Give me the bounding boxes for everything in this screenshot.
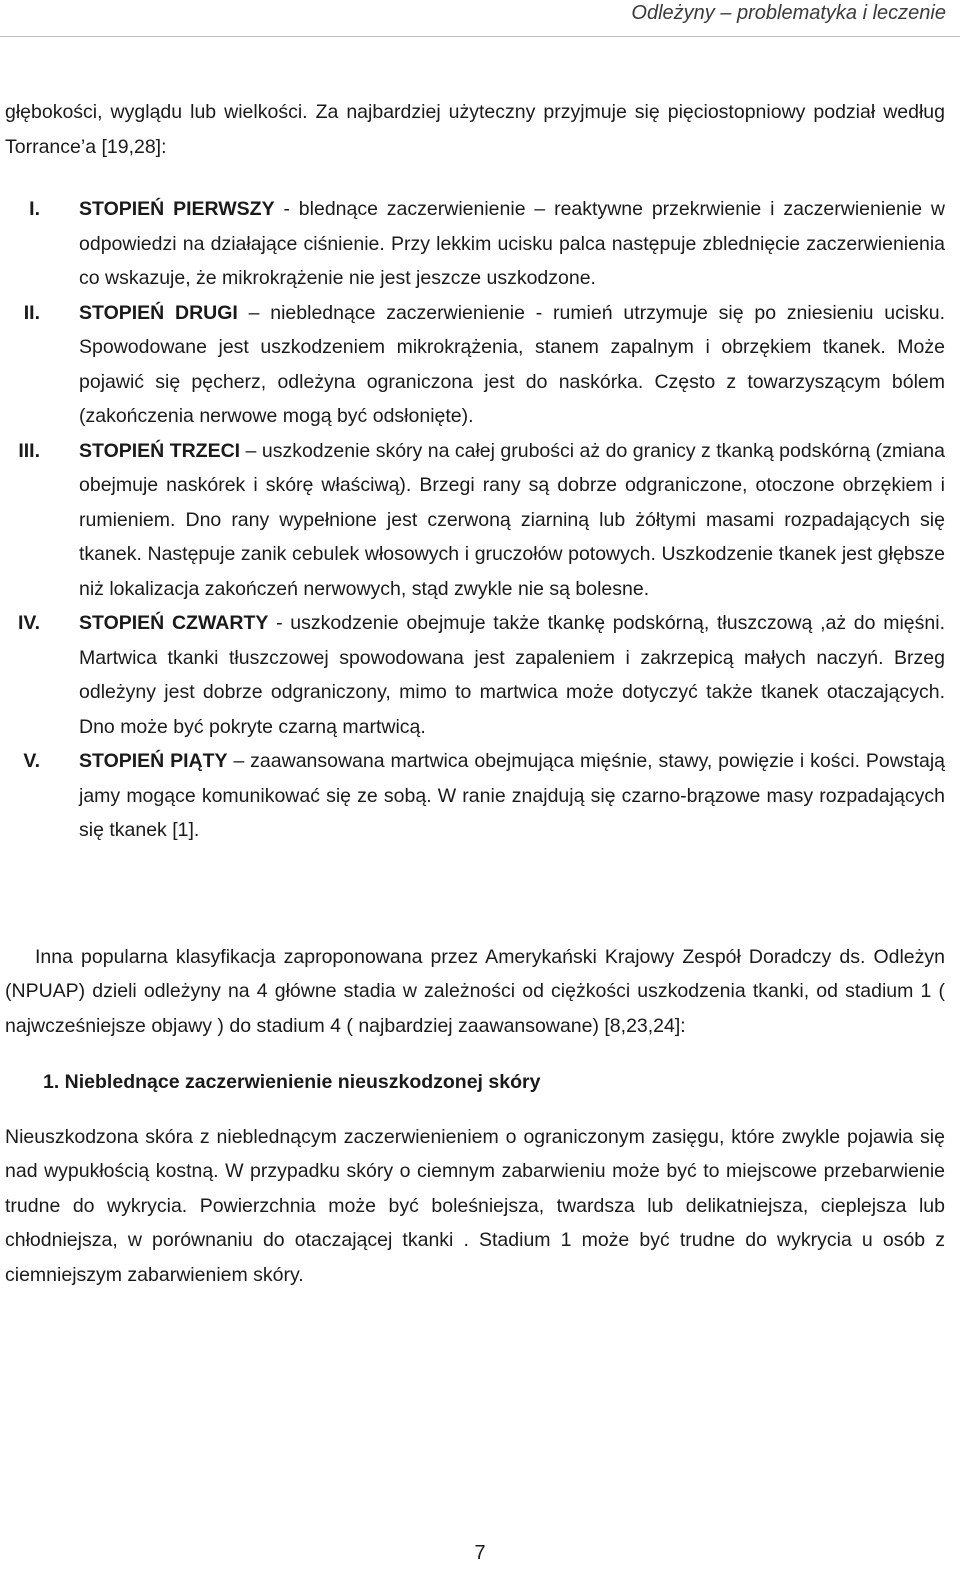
stage-item (5, 606, 945, 744)
stage-name: STOPIEŃ PIĄTY (79, 750, 228, 772)
stage-name: STOPIEŃ PIERWSZY (79, 198, 275, 220)
stage-number: V. (23, 750, 40, 772)
stage-name: STOPIEŃ TRZECI (79, 439, 241, 462)
page-header (0, 0, 960, 37)
stage-description: - uszkodzenie obejmuje także tkankę podskórną, tłuszczową ,aż do mięśni. Martwica tkanki tłuszczowej spowodowana jest zapaleniem i zakrzepicą małych naczyń. Brzeg odleżyny jest dobrze odgraniczony, mimo to martwica może dotyczyć także tkanek otaczających. Dno może być pokryte czarną martwicą. (79, 612, 945, 738)
stage-description: - blednące zaczerwienienie – reaktywne przekrwienie i zaczerwienienie w odpowiedzi na działające ciśnienie. Przy lekkim ucisku palca następuje zblednięcie zaczerwienienia co wskazuje, że mikrokrążenie nie jest jeszcze uszkodzone. (79, 198, 945, 289)
spacer (5, 848, 945, 940)
page-content (5, 95, 945, 1292)
intro-paragraph: głębokości, wyglądu lub wielkości. Za najbardziej użyteczny przyjmuje się pięciostopniowy podział według Torrance’a [19,28]: (5, 101, 945, 158)
stage-description: – nieblednące zaczerwienienie - rumień utrzymuje się po zniesieniu ucisku. Spowodowane jest uszkodzeniem mikrokrążenia, stanem zapalnym i obrzękiem tkanek. Może pojawić się pęcherz, odleżyna ograniczona jest do naskórka. Często z towarzyszącym bólem (zakończenia nerwowe mogą być odsłonięte). (79, 301, 945, 427)
stage-number: I. (29, 198, 40, 220)
stage-number: II. (23, 301, 40, 324)
running-title: Odleżyny – problematyka i leczenie (631, 2, 946, 24)
stage-item (5, 744, 945, 848)
stage-number: III. (18, 439, 40, 462)
stage-item (5, 434, 945, 607)
stage-name: STOPIEŃ DRUGI (79, 301, 238, 324)
stage1-paragraph: Nieuszkodzona skóra z nieblednącym zaczerwienieniem o ograniczonym zasięgu, które zwykle pojawia się nad wypukłością kostną. W przypadku skóry o ciemnym zabarwieniu może być to miejscowe przebarwienie trudne do wykrycia. Powierzchnia może być boleśniejsza, twardsza lub delikatniejsza, cieplejsza lub chłodniejsza, w porównaniu do otaczającej tkanki . Stadium 1 może być trudne do wykrycia u osób z ciemniejszym zabarwieniem skóry. (5, 1125, 945, 1286)
stage-number: IV. (17, 612, 40, 634)
torrance-stage-list (5, 192, 945, 848)
stage-item (5, 296, 945, 434)
stage-description: – zaawansowana martwica obejmująca mięśnie, stawy, powięzie i kości. Powstają jamy mogące komunikować się ze sobą. W ranie znajdują się czarno-brązowe masy rozpadających się tkanek [1]. (79, 750, 945, 841)
stage-name: STOPIEŃ CZWARTY (79, 612, 269, 634)
page-number: 7 (474, 1542, 486, 1564)
npuap-paragraph: Inna popularna klasyfikacja zaproponowana przez Amerykański Krajowy Zespół Doradczy ds. Odleżyn (NPUAP) dzieli odleżyny na 4 główne stadia w zależności od ciężkości uszkodzenia tkanki, od stadium 1 ( najwcześniejsze objawy ) do stadium 4 ( najbardziej zaawansowane) [8,23,24]: (5, 945, 945, 1037)
stage-item (5, 192, 945, 296)
stage1-heading: 1. Nieblednące zaczerwienienie nieuszkodzonej skóry (43, 1071, 541, 1093)
stage-description: – uszkodzenie skóry na całej grubości aż do granicy z tkanką podskórną (zmiana obejmuje naskórek i skórę właściwą). Brzegi rany są dobrze odgraniczone, otoczone obrzękiem i rumieniem. Dno rany wypełnione jest czerwoną ziarniną lub żółtymi masami rozpadających się tkanek. Następuje zanik cebulek włosowych i gruczołów potowych. Uszkodzenie tkanek jest głębsze niż lokalizacja zakończeń nerwowych, stąd zwykle nie są bolesne. (79, 439, 945, 600)
